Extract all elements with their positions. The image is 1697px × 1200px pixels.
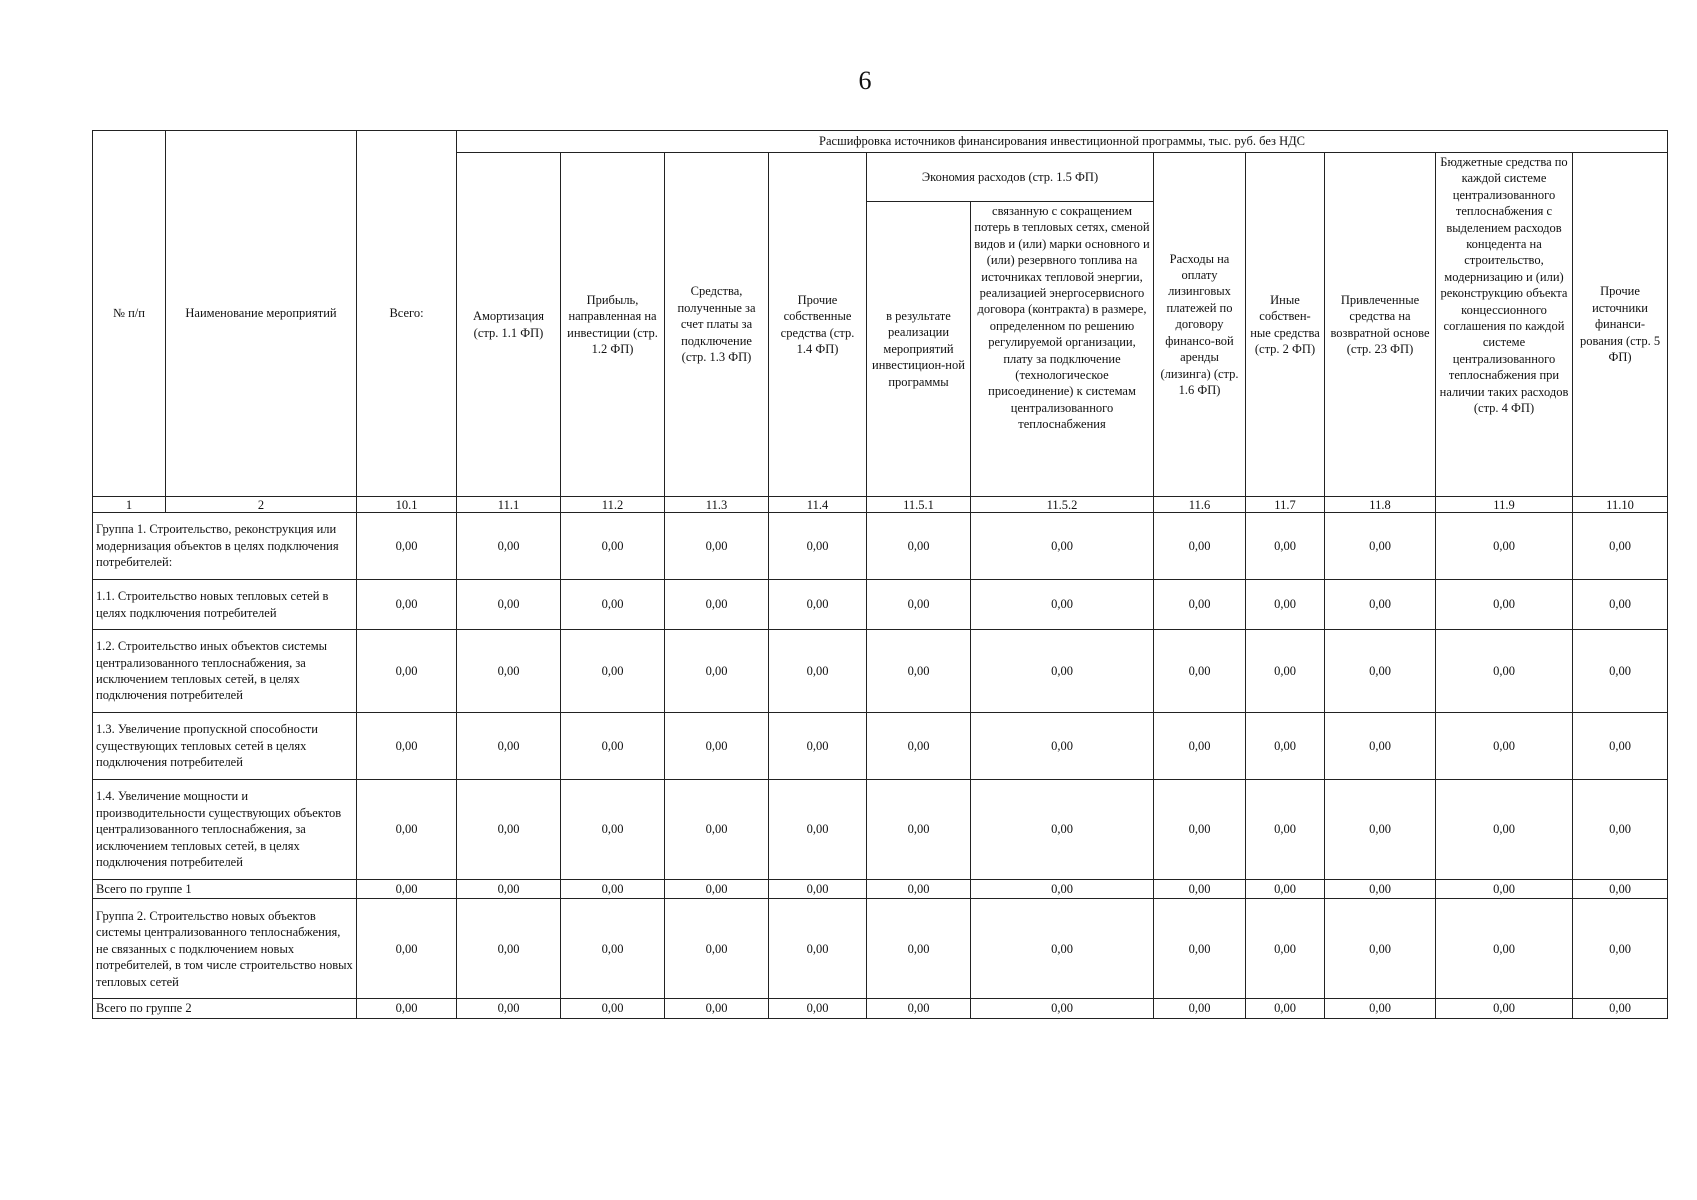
row-value: 0,00 (971, 630, 1154, 713)
row-value: 0,00 (867, 780, 971, 880)
row-value: 0,00 (1154, 513, 1246, 580)
row-value: 0,00 (769, 713, 867, 780)
row-value: 0,00 (1246, 899, 1325, 999)
row-value: 0,00 (665, 513, 769, 580)
row-value: 0,00 (867, 513, 971, 580)
row-name: 1.3. Увеличение пропускной способности существующих тепловых сетей в целях подключения потребителей (93, 713, 357, 780)
row-value: 0,00 (561, 513, 665, 580)
column-number: 11.2 (561, 497, 665, 513)
row-name: 1.4. Увеличение мощности и производительности существующих объектов централизованного теплоснабжения, за исключением тепловых сетей, в целях подключения потребителей (93, 780, 357, 880)
row-value: 0,00 (457, 713, 561, 780)
row-value: 0,00 (971, 880, 1154, 899)
row-value: 0,00 (1154, 580, 1246, 630)
row-value: 0,00 (1573, 880, 1668, 899)
row-value: 0,00 (1436, 580, 1573, 630)
column-number: 11.9 (1436, 497, 1573, 513)
row-value: 0,00 (357, 713, 457, 780)
header-amortization: Амортизация (стр. 1.1 ФП) (457, 153, 561, 497)
row-value: 0,00 (457, 780, 561, 880)
row-value: 0,00 (457, 630, 561, 713)
row-value: 0,00 (561, 780, 665, 880)
row-value: 0,00 (1436, 713, 1573, 780)
column-number: 10.1 (357, 497, 457, 513)
row-value: 0,00 (769, 999, 867, 1018)
row-value: 0,00 (867, 880, 971, 899)
row-value: 0,00 (561, 580, 665, 630)
table-row (93, 580, 1668, 630)
row-name: Группа 2. Строительство новых объектов системы централизованного теплоснабжения, не связанных с подключением новых потребителей, в том числе строительство новых тепловых сетей (93, 899, 357, 999)
header-other-own: Прочие собственные средства (стр. 1.4 ФП) (769, 153, 867, 497)
row-value: 0,00 (1436, 880, 1573, 899)
row-value: 0,00 (971, 780, 1154, 880)
row-value: 0,00 (1154, 880, 1246, 899)
row-value: 0,00 (1154, 713, 1246, 780)
investment-financing-table (92, 130, 1668, 1019)
row-value: 0,00 (1573, 513, 1668, 580)
column-number: 1 (93, 497, 166, 513)
row-value: 0,00 (665, 999, 769, 1018)
row-value: 0,00 (1436, 630, 1573, 713)
row-value: 0,00 (457, 999, 561, 1018)
row-value: 0,00 (1325, 999, 1436, 1018)
row-value: 0,00 (769, 580, 867, 630)
table-row (93, 880, 1668, 899)
row-value: 0,00 (457, 880, 561, 899)
row-value: 0,00 (357, 899, 457, 999)
row-value: 0,00 (1246, 880, 1325, 899)
row-value: 0,00 (357, 999, 457, 1018)
row-value: 0,00 (357, 780, 457, 880)
row-value: 0,00 (971, 899, 1154, 999)
table-row (93, 630, 1668, 713)
row-value: 0,00 (1246, 630, 1325, 713)
header-leasing: Расходы на оплату лизинговых платежей по договору финансо-вой аренды (лизинга) (стр. 1.6 ФП) (1154, 153, 1246, 497)
row-value: 0,00 (971, 713, 1154, 780)
column-number: 11.4 (769, 497, 867, 513)
row-value: 0,00 (769, 780, 867, 880)
row-value: 0,00 (1154, 780, 1246, 880)
header-total: Всего: (357, 131, 457, 497)
row-value: 0,00 (769, 513, 867, 580)
row-value: 0,00 (357, 580, 457, 630)
header-savings-title: Экономия расходов (стр. 1.5 ФП) (867, 153, 1154, 202)
row-value: 0,00 (1325, 630, 1436, 713)
row-value: 0,00 (1325, 780, 1436, 880)
row-value: 0,00 (1246, 513, 1325, 580)
row-value: 0,00 (1154, 899, 1246, 999)
row-value: 0,00 (1154, 630, 1246, 713)
row-value: 0,00 (1573, 899, 1668, 999)
row-value: 0,00 (1246, 780, 1325, 880)
row-value: 0,00 (665, 880, 769, 899)
header-profit: Прибыль, направленная на инвестиции (стр. 1.2 ФП) (561, 153, 665, 497)
column-number: 11.10 (1573, 497, 1668, 513)
row-name: Всего по группе 1 (93, 880, 357, 899)
row-value: 0,00 (1325, 713, 1436, 780)
row-value: 0,00 (457, 580, 561, 630)
column-number: 11.8 (1325, 497, 1436, 513)
row-value: 0,00 (357, 630, 457, 713)
header-other-sources: Прочие источники финанси-рования (стр. 5 ФП) (1573, 153, 1668, 497)
row-value: 0,00 (769, 880, 867, 899)
page-number: 6 (858, 66, 872, 95)
row-value: 0,00 (457, 513, 561, 580)
row-value: 0,00 (1325, 513, 1436, 580)
header-no: № п/п (93, 131, 166, 497)
row-value: 0,00 (1436, 899, 1573, 999)
row-value: 0,00 (867, 630, 971, 713)
header-savings-losses: связанную с сокращением потерь в тепловых сетях, сменой видов и (или) марки основного и (или) резервного топлива на источниках тепловой энергии, реализацией энергосервисного договора (контракта) в размере, определенном по решению регулируемой организации, плату за подключение (технологическое присоединение) к системам централизованного теплоснабжения (971, 202, 1154, 497)
row-value: 0,00 (1325, 880, 1436, 899)
row-value: 0,00 (1573, 999, 1668, 1018)
column-number: 11.1 (457, 497, 561, 513)
row-value: 0,00 (457, 899, 561, 999)
row-value: 0,00 (561, 999, 665, 1018)
row-name: 1.1. Строительство новых тепловых сетей в целях подключения потребителей (93, 580, 357, 630)
row-value: 0,00 (1436, 780, 1573, 880)
column-number: 11.7 (1246, 497, 1325, 513)
row-value: 0,00 (357, 880, 457, 899)
row-name: Группа 1. Строительство, реконструкция или модернизация объектов в целях подключения потребителей: (93, 513, 357, 580)
row-value: 0,00 (1573, 780, 1668, 880)
row-value: 0,00 (561, 630, 665, 713)
column-number: 2 (166, 497, 357, 513)
row-value: 0,00 (665, 580, 769, 630)
row-value: 0,00 (971, 513, 1154, 580)
row-value: 0,00 (867, 580, 971, 630)
table-row (93, 513, 1668, 580)
row-value: 0,00 (1246, 713, 1325, 780)
table-row (93, 713, 1668, 780)
row-value: 0,00 (1325, 899, 1436, 999)
row-value: 0,00 (1436, 999, 1573, 1018)
row-value: 0,00 (867, 899, 971, 999)
row-value: 0,00 (665, 713, 769, 780)
header-other-own-2: Иные собствен-ные средства (стр. 2 ФП) (1246, 153, 1325, 497)
column-number: 11.6 (1154, 497, 1246, 513)
header-budget: Бюджетные средства по каждой системе централизованного теплоснабжения с выделением расходов концедента на строительство, модернизацию и (или) реконструкцию объекта концессионного соглашения по каждой системе централизованного теплоснабжения при наличии таких расходов (стр. 4 ФП) (1436, 153, 1573, 497)
row-value: 0,00 (867, 999, 971, 1018)
row-value: 0,00 (1436, 513, 1573, 580)
header-breakdown-title: Расшифровка источников финансирования инвестиционной программы, тыс. руб. без НДС (457, 131, 1668, 153)
row-value: 0,00 (867, 713, 971, 780)
table-row (93, 899, 1668, 999)
row-value: 0,00 (665, 780, 769, 880)
row-name: 1.2. Строительство иных объектов системы централизованного теплоснабжения, за исключением тепловых сетей, в целях подключения потребителей (93, 630, 357, 713)
row-value: 0,00 (1573, 630, 1668, 713)
row-value: 0,00 (561, 899, 665, 999)
row-value: 0,00 (665, 630, 769, 713)
header-savings-result: в результате реализации мероприятий инвестицион-ной программы (867, 202, 971, 497)
column-number: 11.3 (665, 497, 769, 513)
row-value: 0,00 (1246, 999, 1325, 1018)
row-value: 0,00 (357, 513, 457, 580)
row-value: 0,00 (1573, 713, 1668, 780)
row-value: 0,00 (971, 999, 1154, 1018)
row-value: 0,00 (1325, 580, 1436, 630)
row-value: 0,00 (1573, 580, 1668, 630)
row-value: 0,00 (665, 899, 769, 999)
table-row (93, 999, 1668, 1018)
row-name: Всего по группе 2 (93, 999, 357, 1018)
column-number: 11.5.2 (971, 497, 1154, 513)
header-name: Наименование мероприятий (166, 131, 357, 497)
row-value: 0,00 (561, 713, 665, 780)
row-value: 0,00 (1154, 999, 1246, 1018)
header-connection-fee: Средства, полученные за счет платы за подключение (стр. 1.3 ФП) (665, 153, 769, 497)
row-value: 0,00 (769, 899, 867, 999)
row-value: 0,00 (769, 630, 867, 713)
row-value: 0,00 (1246, 580, 1325, 630)
row-value: 0,00 (561, 880, 665, 899)
table-row (93, 780, 1668, 880)
row-value: 0,00 (971, 580, 1154, 630)
header-borrowed: Привлеченные средства на возвратной основе (стр. 23 ФП) (1325, 153, 1436, 497)
column-number: 11.5.1 (867, 497, 971, 513)
